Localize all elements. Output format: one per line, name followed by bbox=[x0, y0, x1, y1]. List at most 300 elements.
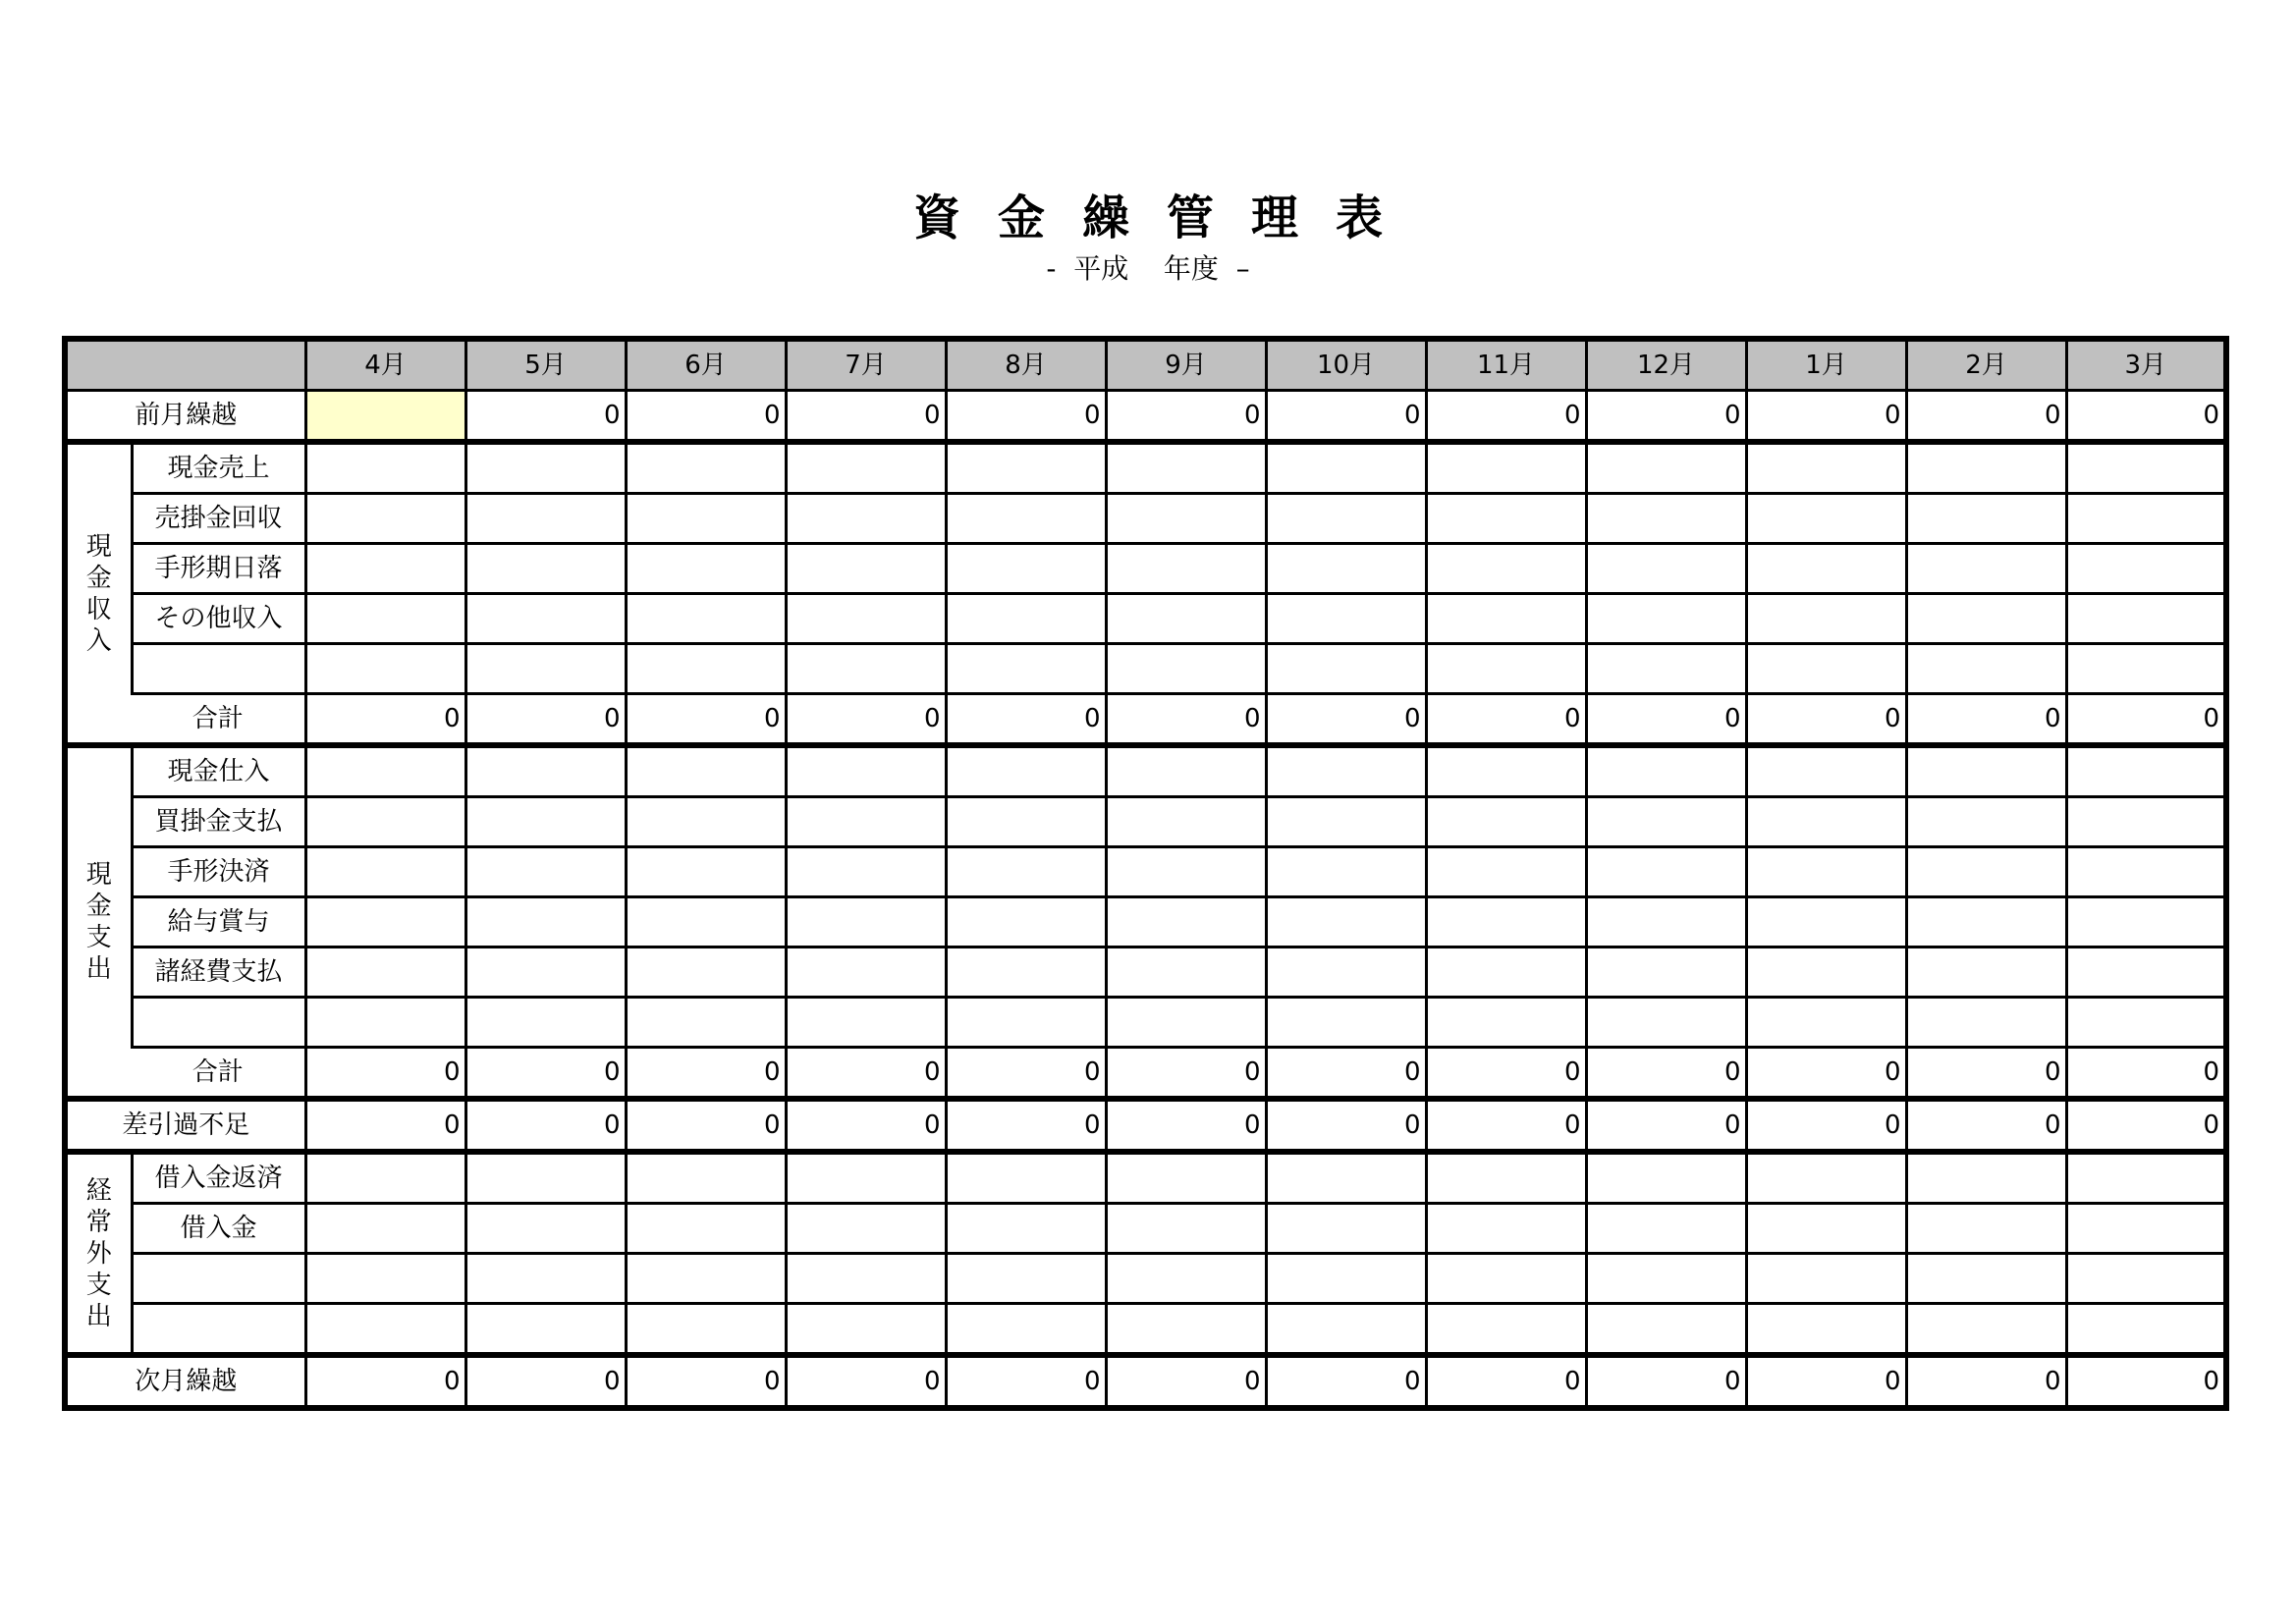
month-header: 10月 bbox=[1266, 339, 1426, 391]
income-input-cell[interactable] bbox=[1906, 544, 2066, 594]
expense-input-cell[interactable] bbox=[465, 947, 626, 998]
income-input-cell[interactable] bbox=[1746, 442, 1906, 494]
income-total-cell: 0 bbox=[305, 694, 465, 746]
carry-in-cell: 0 bbox=[1426, 391, 1586, 443]
non_operating-input-cell[interactable] bbox=[1906, 1304, 2066, 1356]
income-input-cell[interactable] bbox=[465, 544, 626, 594]
expense-input-cell[interactable] bbox=[1426, 745, 1586, 797]
income-total-cell: 0 bbox=[1746, 694, 1906, 746]
carry-in-cell: 0 bbox=[1586, 391, 1746, 443]
expense-input-cell[interactable] bbox=[305, 947, 465, 998]
non_operating-input-cell[interactable] bbox=[1906, 1204, 2066, 1254]
income-group-label bbox=[65, 442, 132, 745]
income-total-cell: 0 bbox=[465, 694, 626, 746]
income-input-cell[interactable] bbox=[1746, 644, 1906, 694]
carry-in-label: 前月繰越 bbox=[65, 391, 305, 443]
carry-out-cell: 0 bbox=[2066, 1355, 2226, 1408]
income-input-cell[interactable] bbox=[305, 594, 465, 644]
expense-input-cell[interactable] bbox=[946, 745, 1106, 797]
expense-input-cell[interactable] bbox=[626, 897, 786, 947]
income-input-cell[interactable] bbox=[626, 544, 786, 594]
expense-input-cell[interactable] bbox=[1106, 897, 1266, 947]
income-input-cell[interactable] bbox=[946, 644, 1106, 694]
expense-input-cell[interactable] bbox=[1906, 947, 2066, 998]
expense-input-cell[interactable] bbox=[465, 797, 626, 847]
expense-input-cell[interactable] bbox=[786, 797, 946, 847]
expense-input-cell[interactable] bbox=[2066, 797, 2226, 847]
non_operating-input-cell[interactable] bbox=[1266, 1254, 1426, 1304]
non_operating-input-cell[interactable] bbox=[626, 1204, 786, 1254]
carry-out-cell: 0 bbox=[1266, 1355, 1426, 1408]
income-input-cell[interactable] bbox=[786, 442, 946, 494]
non_operating-input-cell[interactable] bbox=[1586, 1304, 1746, 1356]
income-input-cell[interactable] bbox=[2066, 544, 2226, 594]
income-input-cell[interactable] bbox=[305, 644, 465, 694]
expense-input-cell[interactable] bbox=[1266, 745, 1426, 797]
income-item-row bbox=[65, 494, 2226, 544]
carry-out-label: 次月繰越 bbox=[65, 1355, 305, 1408]
income-input-cell[interactable] bbox=[1106, 544, 1266, 594]
expense-total-cell: 0 bbox=[786, 1048, 946, 1100]
non_operating-input-cell[interactable] bbox=[626, 1304, 786, 1356]
carry-out-cell: 0 bbox=[1906, 1355, 2066, 1408]
balance-cell: 0 bbox=[1906, 1099, 2066, 1152]
income-input-cell[interactable] bbox=[1586, 494, 1746, 544]
non_operating-input-cell[interactable] bbox=[1266, 1204, 1426, 1254]
expense-input-cell[interactable] bbox=[1906, 745, 2066, 797]
expense-input-cell[interactable] bbox=[1746, 797, 1906, 847]
balance-label: 差引過不足 bbox=[65, 1099, 305, 1152]
expense-input-cell[interactable] bbox=[1266, 947, 1426, 998]
month-header: 7月 bbox=[786, 339, 946, 391]
month-header: 4月 bbox=[305, 339, 465, 391]
expense-input-cell[interactable] bbox=[1106, 797, 1266, 847]
non_operating-input-cell[interactable] bbox=[1266, 1304, 1426, 1356]
expense-input-cell[interactable] bbox=[1746, 745, 1906, 797]
non_operating-input-cell[interactable] bbox=[1586, 1254, 1746, 1304]
balance-cell: 0 bbox=[465, 1099, 626, 1152]
expense-input-cell[interactable] bbox=[1106, 745, 1266, 797]
income-input-cell[interactable] bbox=[1746, 594, 1906, 644]
carry-in-cell: 0 bbox=[946, 391, 1106, 443]
income-total-cell: 0 bbox=[786, 694, 946, 746]
expense-item-row bbox=[65, 947, 2226, 998]
balance-row bbox=[65, 1099, 2226, 1152]
expense-input-cell[interactable] bbox=[1906, 847, 2066, 897]
document-title: 資金繰管理表 bbox=[912, 190, 1420, 245]
income-item-row bbox=[65, 544, 2226, 594]
income-input-cell[interactable] bbox=[1426, 494, 1586, 544]
expense-item-label bbox=[132, 998, 305, 1048]
header-corner bbox=[65, 339, 305, 391]
expense-total-cell: 0 bbox=[1586, 1048, 1746, 1100]
month-header: 9月 bbox=[1106, 339, 1266, 391]
income-input-cell[interactable] bbox=[1746, 544, 1906, 594]
expense-input-cell[interactable] bbox=[786, 897, 946, 947]
expense-input-cell[interactable] bbox=[1266, 797, 1426, 847]
month-header: 11月 bbox=[1426, 339, 1586, 391]
non_operating-input-cell[interactable] bbox=[1746, 1304, 1906, 1356]
non_operating-input-cell[interactable] bbox=[946, 1152, 1106, 1204]
income-input-cell[interactable] bbox=[465, 442, 626, 494]
non_operating-input-cell[interactable] bbox=[786, 1254, 946, 1304]
expense-input-cell[interactable] bbox=[1266, 847, 1426, 897]
carry-in-cell: 0 bbox=[1266, 391, 1426, 443]
non_operating-item-label: 借入金 bbox=[132, 1204, 305, 1254]
non_operating-input-cell[interactable] bbox=[305, 1152, 465, 1204]
income-input-cell[interactable] bbox=[1266, 544, 1426, 594]
non_operating-input-cell[interactable] bbox=[2066, 1152, 2226, 1204]
expense-item-label: 現金仕入 bbox=[132, 745, 305, 797]
income-input-cell[interactable] bbox=[946, 442, 1106, 494]
carry-out-cell: 0 bbox=[786, 1355, 946, 1408]
expense-input-cell[interactable] bbox=[1106, 947, 1266, 998]
expense-input-cell[interactable] bbox=[1586, 797, 1746, 847]
expense-input-cell[interactable] bbox=[946, 947, 1106, 998]
expense-input-cell[interactable] bbox=[2066, 998, 2226, 1048]
expense-input-cell[interactable] bbox=[2066, 847, 2226, 897]
expense-input-cell[interactable] bbox=[2066, 897, 2226, 947]
income-input-cell[interactable] bbox=[1266, 594, 1426, 644]
income-input-cell[interactable] bbox=[1426, 442, 1586, 494]
expense-total-cell: 0 bbox=[1426, 1048, 1586, 1100]
income-total-row bbox=[65, 694, 2226, 746]
income-item-label: 現金売上 bbox=[132, 442, 305, 494]
non_operating-input-cell[interactable] bbox=[626, 1152, 786, 1204]
income-input-cell[interactable] bbox=[465, 594, 626, 644]
expense-total-row bbox=[65, 1048, 2226, 1100]
non_operating-item-label bbox=[132, 1254, 305, 1304]
expense-input-cell[interactable] bbox=[1426, 847, 1586, 897]
non_operating-input-cell[interactable] bbox=[1106, 1254, 1266, 1304]
income-item-row bbox=[65, 442, 2226, 494]
carry-in-cell: 0 bbox=[626, 391, 786, 443]
income-total-cell: 0 bbox=[1906, 694, 2066, 746]
expense-item-row bbox=[65, 745, 2226, 797]
carry-out-cell: 0 bbox=[626, 1355, 786, 1408]
expense-input-cell[interactable] bbox=[626, 998, 786, 1048]
income-input-cell[interactable] bbox=[786, 644, 946, 694]
non_operating-input-cell[interactable] bbox=[305, 1304, 465, 1356]
non_operating-input-cell[interactable] bbox=[1586, 1152, 1746, 1204]
expense-input-cell[interactable] bbox=[1426, 947, 1586, 998]
expense-input-cell[interactable] bbox=[465, 847, 626, 897]
carry-in-cell: 0 bbox=[1906, 391, 2066, 443]
income-input-cell[interactable] bbox=[1586, 544, 1746, 594]
expense-input-cell[interactable] bbox=[465, 897, 626, 947]
carry-out-cell: 0 bbox=[1746, 1355, 1906, 1408]
income-total-cell: 0 bbox=[1266, 694, 1426, 746]
income-input-cell[interactable] bbox=[626, 594, 786, 644]
income-input-cell[interactable] bbox=[1586, 644, 1746, 694]
balance-cell: 0 bbox=[626, 1099, 786, 1152]
carry-in-cell[interactable] bbox=[305, 391, 465, 443]
income-item-row bbox=[65, 644, 2226, 694]
group-label-text: 経常外支出 bbox=[85, 1175, 112, 1331]
balance-cell: 0 bbox=[946, 1099, 1106, 1152]
non_operating-input-cell[interactable] bbox=[1426, 1254, 1586, 1304]
balance-cell: 0 bbox=[1426, 1099, 1586, 1152]
expense-input-cell[interactable] bbox=[1266, 897, 1426, 947]
expense-total-cell: 0 bbox=[1906, 1048, 2066, 1100]
expense-total-cell: 0 bbox=[626, 1048, 786, 1100]
carry-out-cell: 0 bbox=[465, 1355, 626, 1408]
expense-group-label bbox=[65, 745, 132, 1099]
income-input-cell[interactable] bbox=[786, 594, 946, 644]
non_operating-input-cell[interactable] bbox=[465, 1254, 626, 1304]
income-input-cell[interactable] bbox=[1106, 494, 1266, 544]
non_operating-input-cell[interactable] bbox=[2066, 1304, 2226, 1356]
income-input-cell[interactable] bbox=[1106, 594, 1266, 644]
income-input-cell[interactable] bbox=[1746, 494, 1906, 544]
income-total-label: 合計 bbox=[132, 694, 305, 746]
non_operating-group-label bbox=[65, 1152, 132, 1355]
balance-cell: 0 bbox=[1586, 1099, 1746, 1152]
income-input-cell[interactable] bbox=[465, 494, 626, 544]
income-input-cell[interactable] bbox=[1426, 644, 1586, 694]
expense-input-cell[interactable] bbox=[1586, 897, 1746, 947]
non_operating-input-cell[interactable] bbox=[1746, 1152, 1906, 1204]
month-header: 8月 bbox=[946, 339, 1106, 391]
month-header: 5月 bbox=[465, 339, 626, 391]
income-total-cell: 0 bbox=[626, 694, 786, 746]
expense-total-cell: 0 bbox=[946, 1048, 1106, 1100]
expense-input-cell[interactable] bbox=[1906, 998, 2066, 1048]
expense-input-cell[interactable] bbox=[465, 745, 626, 797]
non_operating-input-cell[interactable] bbox=[946, 1254, 1106, 1304]
income-input-cell[interactable] bbox=[2066, 494, 2226, 544]
group-label-text: 現金支出 bbox=[85, 860, 112, 984]
fiscal-year-subtitle: - 平成 年度 – bbox=[1046, 252, 1250, 285]
income-item-label: 手形期日落 bbox=[132, 544, 305, 594]
expense-input-cell[interactable] bbox=[786, 998, 946, 1048]
income-input-cell[interactable] bbox=[626, 644, 786, 694]
expense-input-cell[interactable] bbox=[2066, 947, 2226, 998]
non_operating-input-cell[interactable] bbox=[2066, 1254, 2226, 1304]
expense-input-cell[interactable] bbox=[305, 797, 465, 847]
income-input-cell[interactable] bbox=[1906, 442, 2066, 494]
expense-input-cell[interactable] bbox=[1906, 797, 2066, 847]
income-input-cell[interactable] bbox=[946, 544, 1106, 594]
income-input-cell[interactable] bbox=[1106, 644, 1266, 694]
expense-input-cell[interactable] bbox=[626, 797, 786, 847]
non_operating-item-row bbox=[65, 1304, 2226, 1356]
non_operating-input-cell[interactable] bbox=[1266, 1152, 1426, 1204]
expense-input-cell[interactable] bbox=[1586, 998, 1746, 1048]
expense-input-cell[interactable] bbox=[786, 947, 946, 998]
expense-input-cell[interactable] bbox=[1106, 847, 1266, 897]
expense-total-cell: 0 bbox=[1106, 1048, 1266, 1100]
expense-input-cell[interactable] bbox=[1266, 998, 1426, 1048]
income-total-cell: 0 bbox=[946, 694, 1106, 746]
income-input-cell[interactable] bbox=[1266, 494, 1426, 544]
carry-out-cell: 0 bbox=[1586, 1355, 1746, 1408]
income-input-cell[interactable] bbox=[1906, 494, 2066, 544]
non_operating-input-cell[interactable] bbox=[1746, 1204, 1906, 1254]
balance-cell: 0 bbox=[1266, 1099, 1426, 1152]
carry-out-row bbox=[65, 1355, 2226, 1408]
carry-out-cell: 0 bbox=[1106, 1355, 1266, 1408]
income-input-cell[interactable] bbox=[2066, 442, 2226, 494]
expense-item-row bbox=[65, 797, 2226, 847]
income-input-cell[interactable] bbox=[305, 442, 465, 494]
header-row bbox=[65, 339, 2226, 391]
carry-in-cell: 0 bbox=[1746, 391, 1906, 443]
income-item-label: 売掛金回収 bbox=[132, 494, 305, 544]
expense-input-cell[interactable] bbox=[305, 998, 465, 1048]
expense-input-cell[interactable] bbox=[946, 797, 1106, 847]
expense-total-label: 合計 bbox=[132, 1048, 305, 1100]
expense-input-cell[interactable] bbox=[1586, 847, 1746, 897]
expense-total-cell: 0 bbox=[305, 1048, 465, 1100]
month-header: 6月 bbox=[626, 339, 786, 391]
income-input-cell[interactable] bbox=[786, 544, 946, 594]
non_operating-input-cell[interactable] bbox=[786, 1304, 946, 1356]
income-input-cell[interactable] bbox=[1586, 442, 1746, 494]
month-header: 1月 bbox=[1746, 339, 1906, 391]
income-input-cell[interactable] bbox=[1586, 594, 1746, 644]
income-input-cell[interactable] bbox=[305, 544, 465, 594]
income-input-cell[interactable] bbox=[465, 644, 626, 694]
carry-out-cell: 0 bbox=[1426, 1355, 1586, 1408]
income-input-cell[interactable] bbox=[946, 594, 1106, 644]
income-input-cell[interactable] bbox=[626, 494, 786, 544]
expense-input-cell[interactable] bbox=[1426, 998, 1586, 1048]
expense-total-cell: 0 bbox=[465, 1048, 626, 1100]
non_operating-input-cell[interactable] bbox=[465, 1304, 626, 1356]
income-total-cell: 0 bbox=[1426, 694, 1586, 746]
expense-input-cell[interactable] bbox=[946, 897, 1106, 947]
non_operating-input-cell[interactable] bbox=[786, 1152, 946, 1204]
carry-out-cell: 0 bbox=[946, 1355, 1106, 1408]
non_operating-input-cell[interactable] bbox=[946, 1204, 1106, 1254]
expense-item-label: 買掛金支払 bbox=[132, 797, 305, 847]
expense-item-label: 諸経費支払 bbox=[132, 947, 305, 998]
expense-input-cell[interactable] bbox=[1746, 897, 1906, 947]
non_operating-input-cell[interactable] bbox=[2066, 1204, 2226, 1254]
non_operating-input-cell[interactable] bbox=[1106, 1204, 1266, 1254]
non_operating-input-cell[interactable] bbox=[1586, 1204, 1746, 1254]
non_operating-input-cell[interactable] bbox=[1906, 1152, 2066, 1204]
expense-input-cell[interactable] bbox=[1906, 897, 2066, 947]
expense-input-cell[interactable] bbox=[465, 998, 626, 1048]
income-input-cell[interactable] bbox=[1426, 544, 1586, 594]
income-input-cell[interactable] bbox=[2066, 594, 2226, 644]
expense-total-cell: 0 bbox=[1746, 1048, 1906, 1100]
month-header: 2月 bbox=[1906, 339, 2066, 391]
non_operating-input-cell[interactable] bbox=[305, 1204, 465, 1254]
balance-cell: 0 bbox=[2066, 1099, 2226, 1152]
income-total-cell: 0 bbox=[1106, 694, 1266, 746]
income-total-cell: 0 bbox=[2066, 694, 2226, 746]
income-input-cell[interactable] bbox=[786, 494, 946, 544]
expense-input-cell[interactable] bbox=[626, 947, 786, 998]
expense-input-cell[interactable] bbox=[1426, 897, 1586, 947]
non_operating-input-cell[interactable] bbox=[786, 1204, 946, 1254]
non_operating-input-cell[interactable] bbox=[465, 1152, 626, 1204]
carry-in-cell: 0 bbox=[1106, 391, 1266, 443]
income-input-cell[interactable] bbox=[1106, 442, 1266, 494]
non_operating-input-cell[interactable] bbox=[1746, 1254, 1906, 1304]
expense-input-cell[interactable] bbox=[305, 745, 465, 797]
carry-out-cell: 0 bbox=[305, 1355, 465, 1408]
expense-input-cell[interactable] bbox=[305, 847, 465, 897]
balance-cell: 0 bbox=[1746, 1099, 1906, 1152]
expense-input-cell[interactable] bbox=[946, 847, 1106, 897]
expense-item-row bbox=[65, 998, 2226, 1048]
income-input-cell[interactable] bbox=[1906, 594, 2066, 644]
carry-in-cell: 0 bbox=[2066, 391, 2226, 443]
expense-item-row bbox=[65, 847, 2226, 897]
non_operating-input-cell[interactable] bbox=[1426, 1204, 1586, 1254]
expense-item-row bbox=[65, 897, 2226, 947]
expense-input-cell[interactable] bbox=[786, 745, 946, 797]
non_operating-item-label: 借入金返済 bbox=[132, 1152, 305, 1204]
balance-cell: 0 bbox=[1106, 1099, 1266, 1152]
non_operating-input-cell[interactable] bbox=[1426, 1304, 1586, 1356]
income-total-cell: 0 bbox=[1586, 694, 1746, 746]
non_operating-input-cell[interactable] bbox=[305, 1254, 465, 1304]
expense-input-cell[interactable] bbox=[2066, 745, 2226, 797]
carry-in-cell: 0 bbox=[786, 391, 946, 443]
income-input-cell[interactable] bbox=[626, 442, 786, 494]
balance-cell: 0 bbox=[786, 1099, 946, 1152]
income-input-cell[interactable] bbox=[1906, 644, 2066, 694]
month-header: 12月 bbox=[1586, 339, 1746, 391]
non_operating-input-cell[interactable] bbox=[1106, 1152, 1266, 1204]
month-header: 3月 bbox=[2066, 339, 2226, 391]
non_operating-input-cell[interactable] bbox=[1906, 1254, 2066, 1304]
non_operating-input-cell[interactable] bbox=[1426, 1152, 1586, 1204]
expense-total-cell: 0 bbox=[2066, 1048, 2226, 1100]
expense-input-cell[interactable] bbox=[1586, 947, 1746, 998]
income-input-cell[interactable] bbox=[1266, 442, 1426, 494]
non_operating-input-cell[interactable] bbox=[946, 1304, 1106, 1356]
income-item-label: その他収入 bbox=[132, 594, 305, 644]
income-input-cell[interactable] bbox=[1266, 644, 1426, 694]
expense-input-cell[interactable] bbox=[1746, 847, 1906, 897]
expense-input-cell[interactable] bbox=[305, 897, 465, 947]
non_operating-item-label bbox=[132, 1304, 305, 1356]
non_operating-input-cell[interactable] bbox=[465, 1204, 626, 1254]
expense-total-cell: 0 bbox=[1266, 1048, 1426, 1100]
expense-input-cell[interactable] bbox=[1106, 998, 1266, 1048]
non_operating-input-cell[interactable] bbox=[1106, 1304, 1266, 1356]
expense-input-cell[interactable] bbox=[1586, 745, 1746, 797]
group-label-text: 現金収入 bbox=[85, 531, 112, 656]
non_operating-input-cell[interactable] bbox=[626, 1254, 786, 1304]
income-input-cell[interactable] bbox=[1426, 594, 1586, 644]
expense-input-cell[interactable] bbox=[1426, 797, 1586, 847]
income-item-row bbox=[65, 594, 2226, 644]
carry-in-row bbox=[65, 391, 2226, 443]
expense-item-label: 給与賞与 bbox=[132, 897, 305, 947]
expense-input-cell[interactable] bbox=[946, 998, 1106, 1048]
non_operating-item-row bbox=[65, 1152, 2226, 1204]
income-input-cell[interactable] bbox=[2066, 644, 2226, 694]
expense-input-cell[interactable] bbox=[1746, 998, 1906, 1048]
income-input-cell[interactable] bbox=[946, 494, 1106, 544]
non_operating-item-row bbox=[65, 1204, 2226, 1254]
cash-flow-table bbox=[62, 336, 2229, 1411]
income-input-cell[interactable] bbox=[305, 494, 465, 544]
expense-item-label: 手形決済 bbox=[132, 847, 305, 897]
expense-input-cell[interactable] bbox=[626, 745, 786, 797]
expense-input-cell[interactable] bbox=[786, 847, 946, 897]
income-item-label bbox=[132, 644, 305, 694]
expense-input-cell[interactable] bbox=[626, 847, 786, 897]
expense-input-cell[interactable] bbox=[1746, 947, 1906, 998]
